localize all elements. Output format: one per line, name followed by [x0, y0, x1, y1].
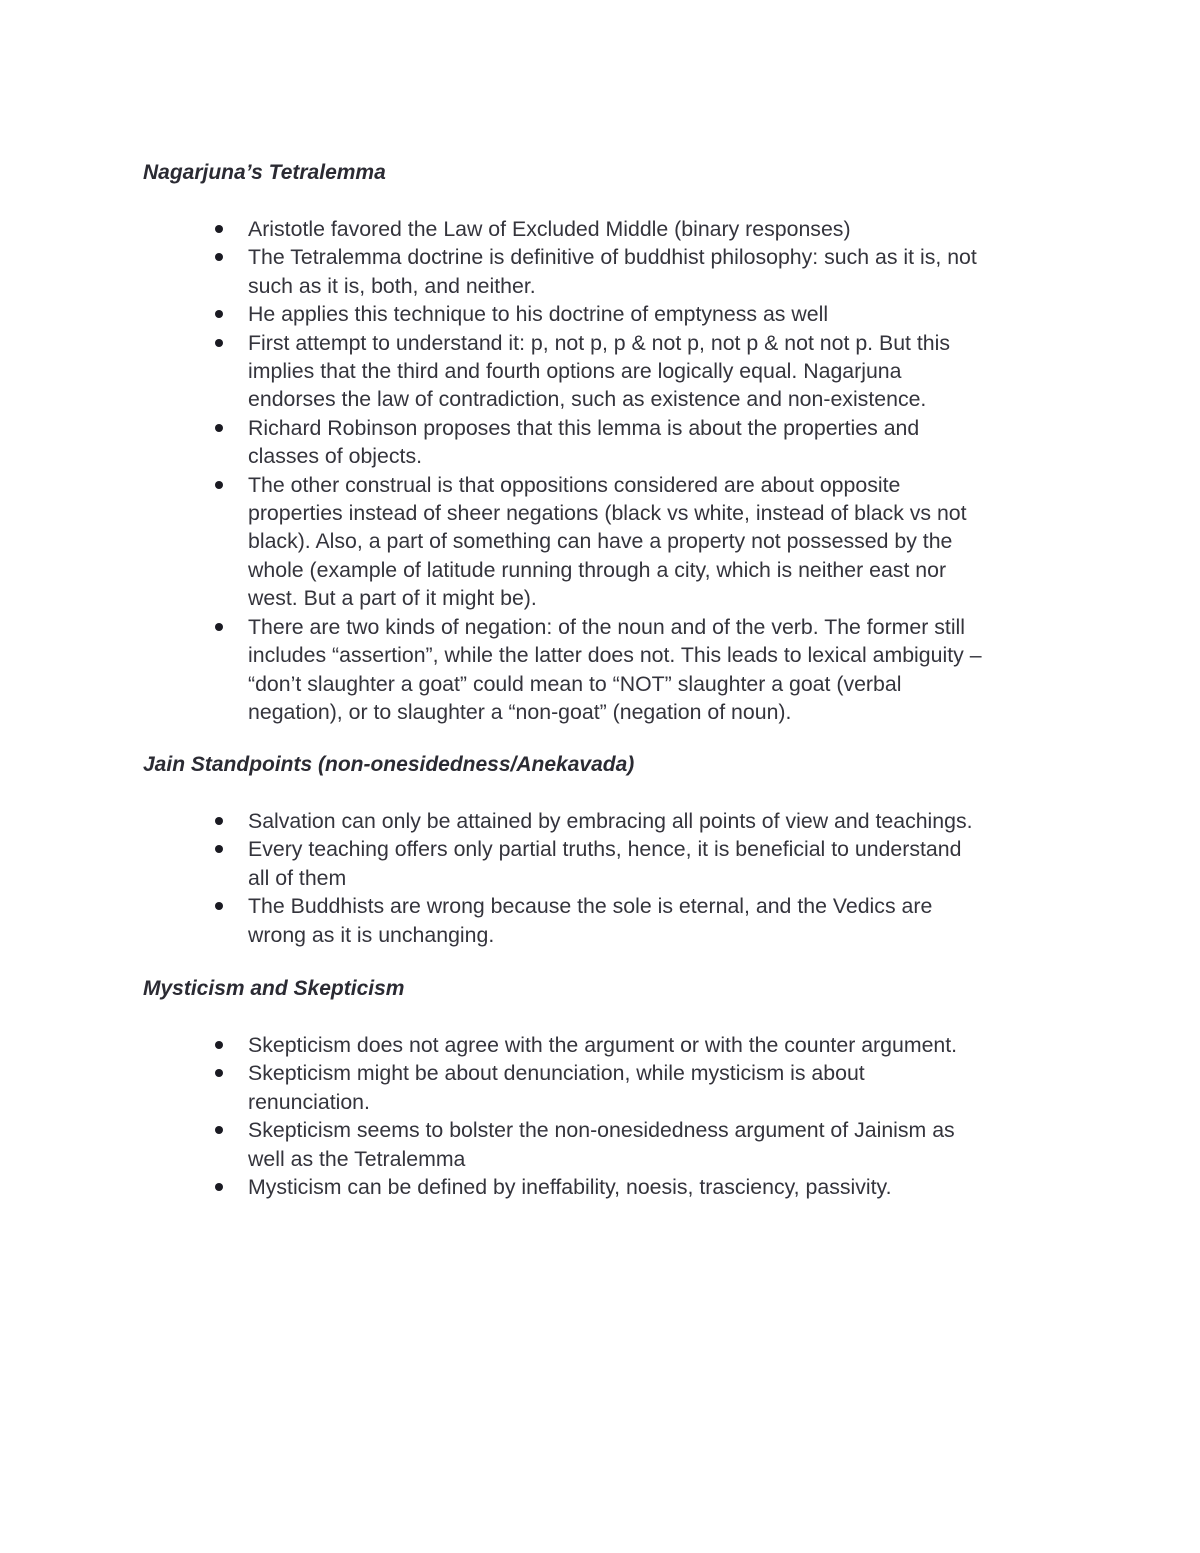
bullet-icon [215, 225, 223, 233]
bullet-list [143, 1031, 1063, 1201]
list-item: He applies this technique to his doctrine of emptyness as well [143, 300, 1063, 328]
list-item: Richard Robinson proposes that this lemma is about the properties and classes of objects. [143, 414, 1063, 471]
list-item: Salvation can only be attained by embracing all points of view and teachings. [143, 807, 1063, 835]
section-nagarjuna [143, 159, 1063, 726]
bullet-icon [215, 339, 223, 347]
bullet-icon [215, 1126, 223, 1134]
list-item: Skepticism might be about denunciation, while mysticism is about renunciation. [143, 1059, 1063, 1116]
bullet-list [143, 215, 1063, 726]
list-item: The Buddhists are wrong because the sole is eternal, and the Vedics are wrong as it is unchanging. [143, 892, 1063, 949]
list-item: Every teaching offers only partial truths, hence, it is beneficial to understand all of them [143, 835, 1063, 892]
bullet-icon [215, 310, 223, 318]
list-item: Aristotle favored the Law of Excluded Middle (binary responses) [143, 215, 1063, 243]
bullet-icon [215, 1069, 223, 1077]
bullet-icon [215, 424, 223, 432]
list-item: First attempt to understand it: p, not p, p & not p, not p & not not p. But this implies that the third and fourth options are logically equal. Nagarjuna endorses the law of contradiction, such as existence and non-existence. [143, 329, 1063, 414]
section-jain-standpoints [143, 751, 1063, 949]
bullet-icon [215, 845, 223, 853]
bullet-icon [215, 902, 223, 910]
bullet-icon [215, 817, 223, 825]
bullet-icon [215, 481, 223, 489]
list-item: Mysticism can be defined by ineffability, noesis, trasciency, passivity. [143, 1173, 1063, 1201]
section-heading: Mysticism and Skepticism [143, 977, 405, 1000]
bullet-icon [215, 1183, 223, 1191]
list-item: Skepticism does not agree with the argument or with the counter argument. [143, 1031, 1063, 1059]
section-mysticism-skepticism [143, 975, 1063, 1201]
section-heading: Nagarjuna’s Tetralemma [143, 161, 386, 184]
bullet-icon [215, 253, 223, 261]
list-item: There are two kinds of negation: of the noun and of the verb. The former still includes “assertion”, while the latter does not. This leads to lexical ambiguity – “don’t slaughter a goat” could mean to “NOT” slaughter a goat (verbal negation), or to slaughter a “non-goat” (negation of noun). [143, 613, 1063, 727]
bullet-icon [215, 1041, 223, 1049]
bullet-icon [215, 623, 223, 631]
list-item: The Tetralemma doctrine is definitive of buddhist philosophy: such as it is, not such as it is, both, and neither. [143, 243, 1063, 300]
bullet-list [143, 807, 1063, 949]
section-heading: Jain Standpoints (non-onesidedness/Anekavada) [143, 753, 635, 776]
list-item: The other construal is that oppositions considered are about opposite properties instead of sheer negations (black vs white, instead of black vs not black). Also, a part of something can have a property not possessed by the whole (example of latitude running through a city, which is neither east nor west. But a part of it might be). [143, 471, 1063, 613]
list-item: Skepticism seems to bolster the non-onesidedness argument of Jainism as well as the Tetralemma [143, 1116, 1063, 1173]
